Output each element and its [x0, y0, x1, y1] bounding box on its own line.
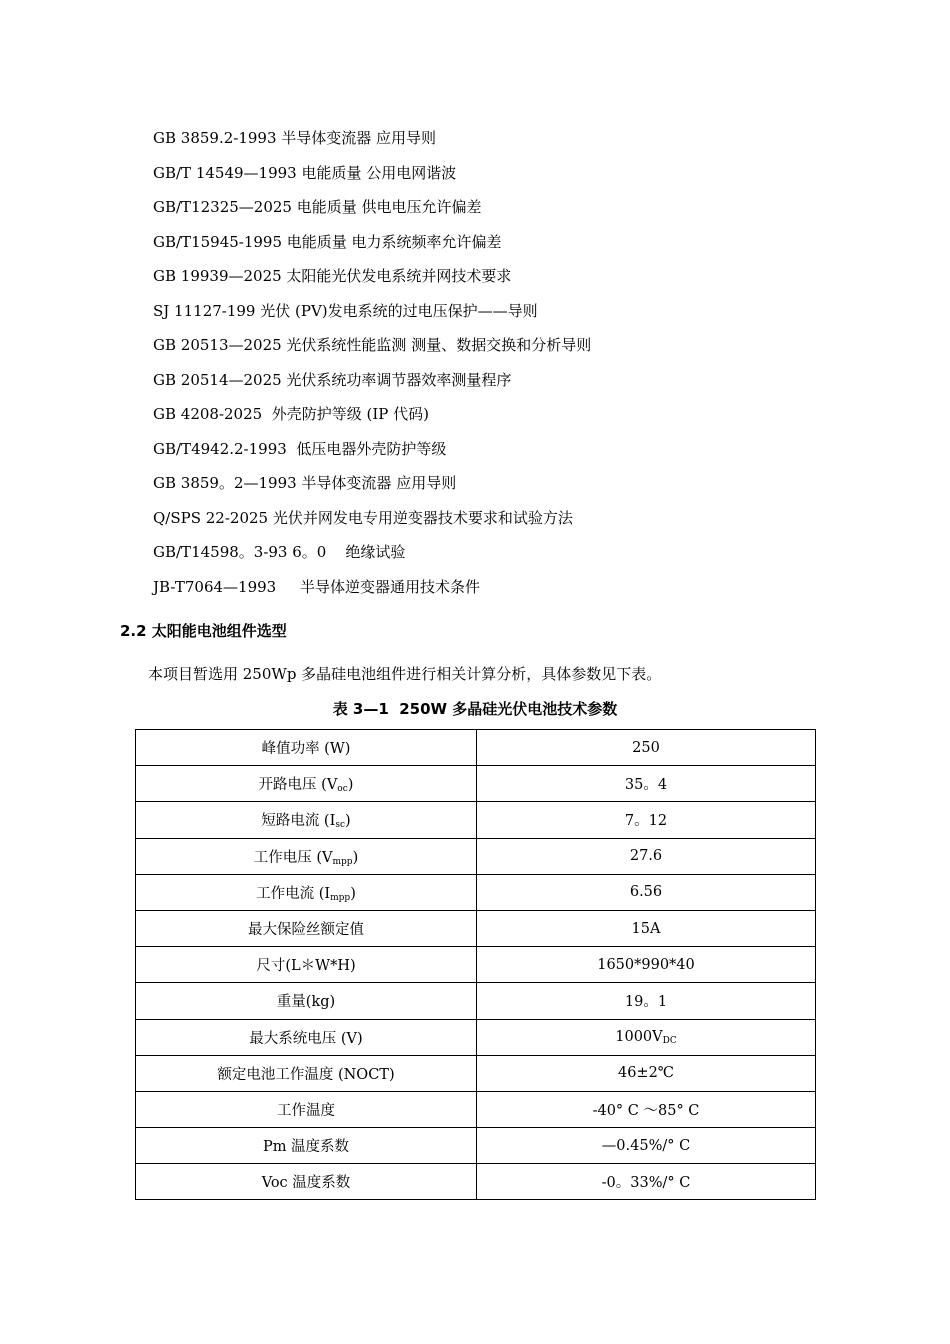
param-label: 重量(kg) — [136, 983, 477, 1019]
param-label: Pm 温度系数 — [136, 1128, 477, 1164]
intro-paragraph: 本项目暂选用 250Wp 多晶硅电池组件进行相关计算分析，具体参数见下表。 — [148, 665, 662, 683]
standard-item: SJ 11127-199 光伏 (PV)发电系统的过电压保护——导则 — [153, 301, 538, 320]
table-row — [136, 802, 816, 838]
param-value: -40° C ～85° C — [477, 1091, 816, 1127]
standard-item: GB/T 14549—1993 电能质量 公用电网谐波 — [153, 163, 457, 182]
table-row — [136, 1019, 816, 1055]
standard-item: GB/T15945-1995 电能质量 电力系统频率允许偏差 — [153, 232, 502, 251]
standard-item: GB 20514—2025 光伏系统功率调节器效率测量程序 — [153, 370, 512, 389]
param-value: 27.6 — [477, 838, 816, 874]
standard-item: GB/T14598。3-93 6。0 绝缘试验 — [153, 543, 406, 561]
param-label: 额定电池工作温度 (NOCT) — [136, 1055, 477, 1091]
standard-item: GB 20513—2025 光伏系统性能监测 测量、数据交换和分析导则 — [153, 336, 592, 354]
table-row — [136, 730, 816, 766]
param-value: 250 — [477, 730, 816, 766]
param-label: 开路电压 $(V_{oc})$ — [136, 766, 477, 802]
table-row — [136, 874, 816, 910]
table-row — [136, 1128, 816, 1164]
standards-list — [153, 124, 591, 607]
param-label: 尺寸(L＊W*H) — [136, 947, 477, 983]
param-label: 工作电流 $(I_{mpp})$ — [136, 874, 477, 910]
param-label: 短路电流 $(I_{sc})$ — [136, 802, 477, 838]
table-row — [136, 983, 816, 1019]
param-value: 19。1 — [477, 983, 816, 1019]
standard-item: Q/SPS 22-2025 光伏并网发电专用逆变器技术要求和试验方法 — [153, 508, 573, 527]
table-row — [136, 838, 816, 874]
param-value: 7。12 — [477, 802, 816, 838]
param-value: 46±2℃ — [477, 1055, 816, 1091]
table-caption: 表 3—1 250W 多晶硅光伏电池技术参数 — [332, 700, 618, 718]
parameters-table — [135, 729, 816, 1200]
section-heading: 2.2 太阳能电池组件选型 — [120, 622, 287, 640]
param-value: -0。33%/° C — [477, 1164, 816, 1200]
standard-item: GB 4208-2025 外壳防护等级 (IP 代码) — [153, 405, 429, 423]
param-label: 工作电压 $(V_{mpp})$ — [136, 838, 477, 874]
param-value: 1650*990*40 — [477, 947, 816, 983]
table-row — [136, 910, 816, 946]
table-row — [136, 766, 816, 802]
standard-item: GB 19939—2025 太阳能光伏发电系统并网技术要求 — [153, 267, 512, 285]
param-value: —0.45%/° C — [477, 1128, 816, 1164]
param-value: 6.56 — [477, 874, 816, 910]
standard-item: GB/T4942.2-1993 低压电器外壳防护等级 — [153, 439, 447, 458]
standard-item: GB 3859。2—1993 半导体变流器 应用导则 — [153, 474, 457, 492]
standard-item: GB/T12325—2025 电能质量 供电电压允许偏差 — [153, 198, 482, 216]
param-value: 35。4 — [477, 766, 816, 802]
param-label: 工作温度 — [136, 1091, 477, 1127]
param-value: 15A — [477, 910, 816, 946]
param-label: 最大保险丝额定值 — [136, 910, 477, 946]
param-value: $1000V_{DC}$ — [477, 1019, 816, 1055]
param-label: 峰值功率 (W) — [136, 730, 477, 766]
param-label: Voc 温度系数 — [136, 1164, 477, 1200]
standard-item: GB 3859.2-1993 半导体变流器 应用导则 — [153, 129, 437, 147]
param-label: 最大系统电压 (V) — [136, 1019, 477, 1055]
table-row — [136, 1091, 816, 1127]
table-row — [136, 1055, 816, 1091]
table-row — [136, 1164, 816, 1200]
table-row — [136, 947, 816, 983]
standard-item: JB-T7064—1993 半导体逆变器通用技术条件 — [153, 577, 481, 596]
